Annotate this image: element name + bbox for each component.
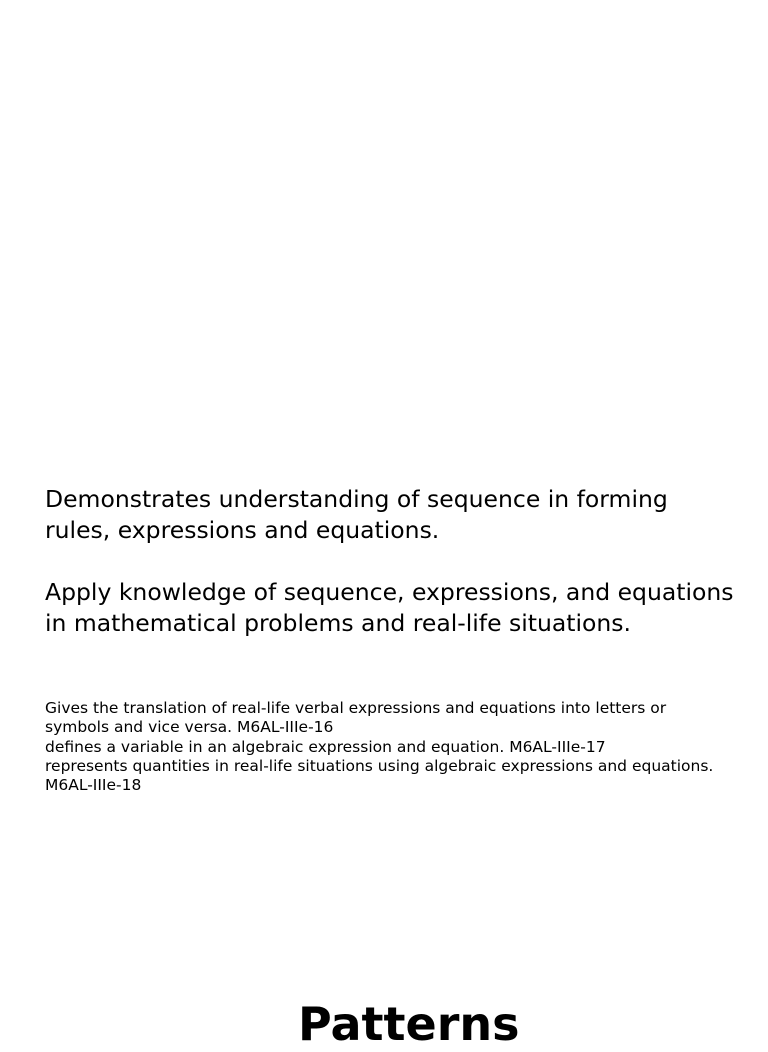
page-title: Patterns	[298, 997, 520, 1051]
competency-line: represents quantities in real-life situations using algebraic expressions and equations.	[45, 756, 714, 775]
competency-line: defines a variable in an algebraic expression and equation. M6AL-IIIe-17	[45, 737, 606, 756]
learning-competencies	[45, 699, 735, 795]
competency-line: Gives the translation of real-life verbal expressions and equations into letters or symbols and vice versa. M6AL-IIIe-16	[45, 699, 667, 737]
content-standard-text: Demonstrates understanding of sequence in forming rules, expressions and equations.	[45, 485, 668, 544]
performance-standard-text: Apply knowledge of sequence, expressions, and equations in mathematical problems and real-life situations.	[45, 578, 734, 637]
competency-code: M6AL-IIIe-18	[45, 776, 142, 795]
